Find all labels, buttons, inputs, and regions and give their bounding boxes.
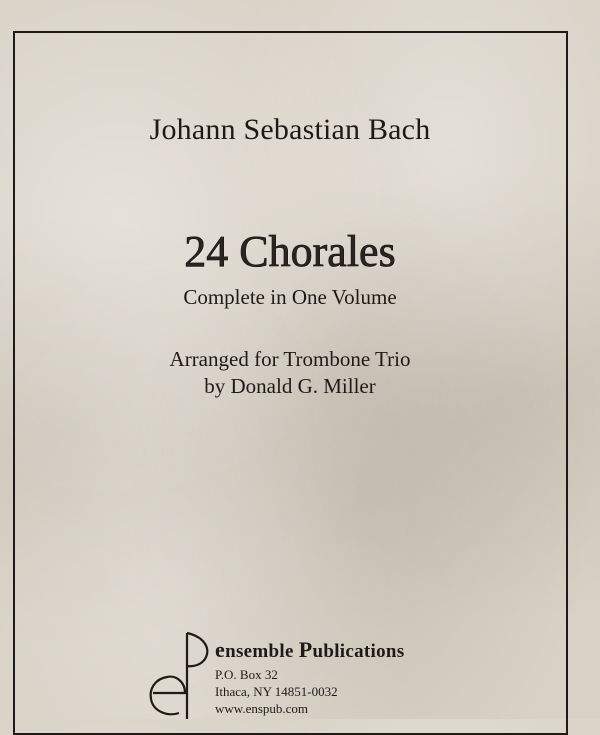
ep-music-note-logo-icon bbox=[145, 627, 215, 719]
publisher-website: www.enspub.com bbox=[215, 701, 309, 716]
publisher-address bbox=[215, 666, 338, 717]
arrangement-credit bbox=[15, 346, 565, 400]
publisher-name-part1: nsemble bbox=[225, 641, 299, 662]
arranger-line: by Donald G. Miller bbox=[204, 374, 376, 398]
composer-name: Johann Sebastian Bach bbox=[149, 113, 431, 146]
address-po-box: P.O. Box 32 bbox=[215, 667, 278, 682]
publisher-name-part2: ublications bbox=[312, 641, 405, 662]
publisher-initial-e: e bbox=[215, 637, 226, 662]
address-city: Ithaca, NY 14851-0032 bbox=[215, 684, 338, 699]
arranged-for-line: Arranged for Trombone Trio bbox=[169, 347, 411, 371]
publisher-initial-p: P bbox=[298, 637, 313, 662]
publisher-name bbox=[215, 637, 404, 663]
cover-subtitle: Complete in One Volume bbox=[183, 285, 397, 309]
cover-border-frame bbox=[13, 31, 568, 735]
cover-title: 24 Chorales bbox=[184, 227, 396, 276]
